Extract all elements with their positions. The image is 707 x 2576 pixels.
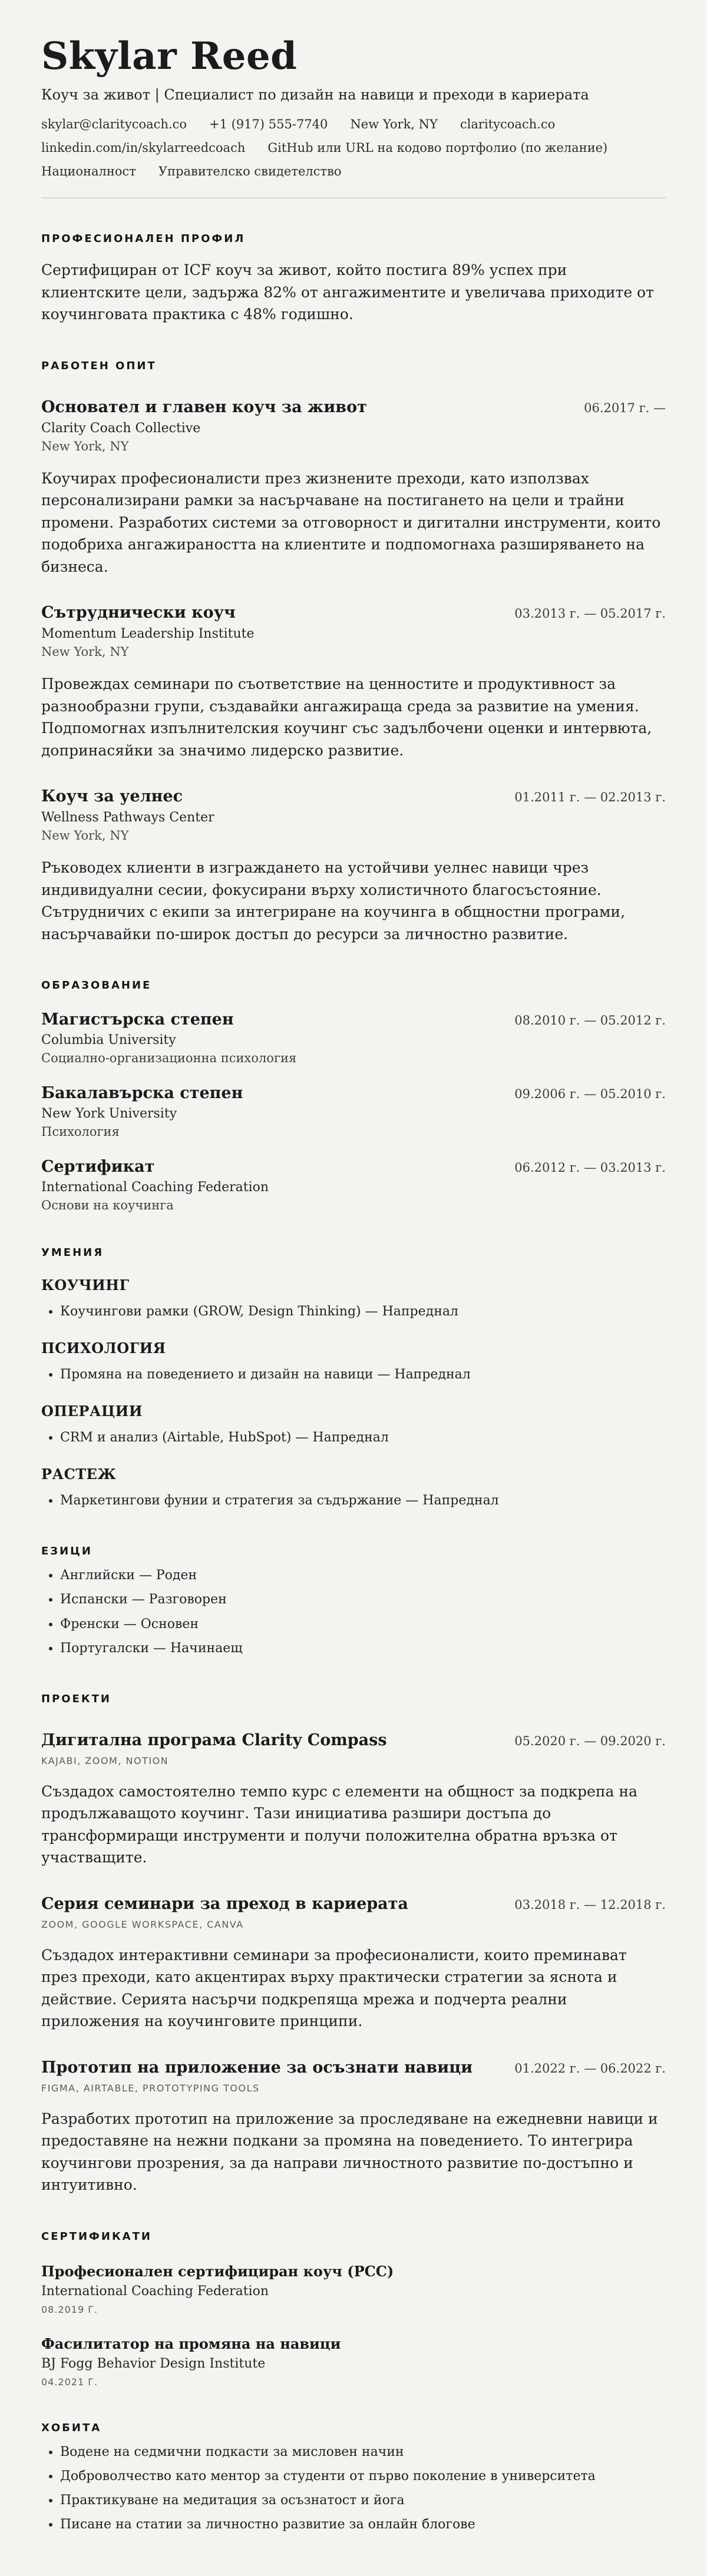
candidate-tagline: Коуч за живот | Специалист по дизайн на навици и преходи в кариерата xyxy=(41,87,589,103)
section-heading-hobbies: ХОБИТА xyxy=(41,2421,102,2434)
hobby-item: • Практикуване на медитация за осъзнатост и йога xyxy=(60,2491,666,2511)
section-skills xyxy=(41,1246,666,1511)
skill-group xyxy=(41,1277,666,1322)
skill-item: • Маркетингови фунии и стратегия за съдържание — Напреднал xyxy=(60,1491,666,1511)
section-projects xyxy=(41,1693,666,2196)
certification-item xyxy=(41,2335,666,2388)
section-heading-certifications: СЕРТИФИКАТИ xyxy=(41,2230,152,2243)
experience-item-header xyxy=(41,604,666,622)
job-company: Momentum Leadership Institute xyxy=(41,626,255,641)
degree-title: Бакалавърска степен xyxy=(41,1084,243,1102)
project-title: Дигитална програма Clarity Compass xyxy=(41,1730,387,1749)
certification-item xyxy=(41,2263,666,2315)
project-description: Създадох интерактивни семинари за професионалисти, които преминават през преходи, като акцентирах върху практически стратегии за яснота и действие. Серията насърчи подкрепяща мрежа и подчерта реални приложения на коучинговите принципи. xyxy=(41,1946,627,2030)
skill-group xyxy=(41,1466,666,1511)
skill-item: • Коучингови рамки (GROW, Design Thinking) — Напреднал xyxy=(60,1302,666,1322)
contact-row-primary xyxy=(41,117,666,131)
skill-list xyxy=(41,1428,666,1448)
job-location: New York, NY xyxy=(41,439,129,453)
section-heading-experience: РАБОТЕН ОПИТ xyxy=(41,359,157,372)
project-tools: KAJABI, ZOOM, NOTION xyxy=(41,1755,169,1766)
section-experience xyxy=(41,360,666,946)
skill-category: ОПЕРАЦИИ xyxy=(41,1403,143,1420)
section-heading-profile: ПРОФЕСИОНАЛЕН ПРОФИЛ xyxy=(41,233,246,245)
job-dates: 06.2017 г. — xyxy=(584,400,666,415)
skill-group xyxy=(41,1403,666,1448)
job-dates: 01.2011 г. — 02.2013 г. xyxy=(514,790,666,804)
contact-linkedin: linkedin.com/in/skylarreedcoach xyxy=(41,141,246,155)
job-title: Сътруднически коуч xyxy=(41,604,236,622)
project-title: Прототип на приложение за осъзнати навици xyxy=(41,2058,473,2077)
education-item xyxy=(41,1010,666,1065)
language-item: • Испански — Разговорен xyxy=(60,1590,666,1610)
education-item xyxy=(41,1158,666,1212)
job-location: New York, NY xyxy=(41,645,129,659)
education-school: New York University xyxy=(41,1106,177,1121)
experience-item xyxy=(41,787,666,945)
skill-list xyxy=(41,1302,666,1322)
education-item xyxy=(41,1084,666,1139)
contact-portfolio-placeholder: GitHub или URL на кодово портфолио (по желание) xyxy=(267,141,608,155)
profile-summary: Сертифициран от ICF коуч за живот, който постига 89% успех при клиентските цели, задържа 82% от ангажиментите и увеличава приходите от коучинговата практика с 48% годишно. xyxy=(41,261,654,323)
header-divider xyxy=(41,197,666,198)
resume-header xyxy=(41,34,666,198)
certification-issuer: International Coaching Federation xyxy=(41,2283,269,2299)
education-item-header xyxy=(41,1158,666,1176)
skill-category: ПСИХОЛОГИЯ xyxy=(41,1340,166,1357)
skill-list xyxy=(41,1365,666,1385)
project-item xyxy=(41,2058,666,2196)
section-languages xyxy=(41,1545,666,1658)
education-item-header xyxy=(41,1010,666,1029)
contact-location: New York, NY xyxy=(350,117,438,131)
degree-title: Магистърска степен xyxy=(41,1010,234,1029)
project-dates: 05.2020 г. — 09.2020 г. xyxy=(514,1733,666,1748)
project-item-header xyxy=(41,2058,666,2077)
project-title: Серия семинари за преход в кариерата xyxy=(41,1894,408,1913)
section-hobbies xyxy=(41,2422,666,2535)
project-item xyxy=(41,1895,666,2033)
language-item: • Френски — Основен xyxy=(60,1614,666,1635)
project-tools: FIGMA, AIRTABLE, PROTOTYPING TOOLS xyxy=(41,2082,260,2094)
job-location: New York, NY xyxy=(41,828,129,843)
job-description: Ръководех клиенти в изграждането на устойчиви уелнес навици чрез индивидуални сесии, фокусирани върху холистичното благосъстояние. Сътрудничих с екипи за интегриране на коучинга в общностни програми, насърчавайки по-широк достъп до ресурси за личностно развитие. xyxy=(41,859,626,943)
section-heading-skills: УМЕНИЯ xyxy=(41,1246,104,1259)
section-profile xyxy=(41,233,666,326)
project-tools: ZOOM, GOOGLE WORKSPACE, CANVA xyxy=(41,1918,244,1930)
certification-date: 04.2021 Г. xyxy=(41,2376,98,2388)
skill-category: РАСТЕЖ xyxy=(41,1466,117,1483)
experience-item-header xyxy=(41,787,666,805)
section-heading-education: ОБРАЗОВАНИЕ xyxy=(41,979,152,992)
job-description: Провеждах семинари по съответствие на ценностите и продуктивност за разнообразни групи, създавайки ангажираща среда за развитие на умения. Подпомогнах изпълнителския коучинг със задълбочени оценки и интервюта, допринасяйки за значимо лидерско развитие. xyxy=(41,675,652,759)
section-education xyxy=(41,979,666,1212)
experience-item xyxy=(41,604,666,761)
hobby-item: • Доброволчество като ментор за студенти от първо поколение в университета xyxy=(60,2466,666,2487)
contact-driving-license: Управителско свидетелство xyxy=(158,164,342,178)
certification-date: 08.2019 Г. xyxy=(41,2303,98,2315)
hobby-list xyxy=(41,2442,666,2535)
contact-phone: +1 (917) 555-7740 xyxy=(209,117,328,131)
project-item-header xyxy=(41,1895,666,1913)
language-item: • Португалски — Начинаещ xyxy=(60,1639,666,1659)
project-dates: 01.2022 г. — 06.2022 г. xyxy=(514,2061,666,2076)
contact-row-secondary xyxy=(41,141,666,155)
job-company: Wellness Pathways Center xyxy=(41,810,214,825)
section-certifications xyxy=(41,2230,666,2388)
project-item-header xyxy=(41,1731,666,1749)
job-description: Коучирах професионалисти през жизнените преходи, като използвах персонализирани рамки за насърчаване на постигането на цели и трайни промени. Разработих системи за отговорност и дигитални инструменти, които подобриха ангажираността на клиентите и подпомогнаха разширяването на бизнеса. xyxy=(41,469,661,575)
job-title: Основател и главен коуч за живот xyxy=(41,397,367,416)
job-company: Clarity Coach Collective xyxy=(41,420,201,436)
education-school: Columbia University xyxy=(41,1033,176,1047)
job-title: Коуч за уелнес xyxy=(41,787,183,805)
certification-issuer: BJ Fogg Behavior Design Institute xyxy=(41,2356,266,2371)
section-heading-languages: ЕЗИЦИ xyxy=(41,1545,92,1558)
contact-website: claritycoach.co xyxy=(460,117,556,131)
skill-category: КОУЧИНГ xyxy=(41,1277,130,1294)
skill-item: • CRM и анализ (Airtable, HubSpot) — Напреднал xyxy=(60,1428,666,1448)
experience-item xyxy=(41,398,666,578)
project-description: Създадох самостоятелно темпо курс с елементи на общност за подкрепа на продължаващото коучинг. Тази инициатива разшири достъпа до трансформиращи инструменти и получи положителна обратна връзка от участващите. xyxy=(41,1782,637,1866)
education-field: Социално-организационна психология xyxy=(41,1051,297,1065)
contact-row-tertiary xyxy=(41,164,666,178)
job-dates: 03.2013 г. — 05.2017 г. xyxy=(514,606,666,621)
education-dates: 06.2012 г. — 03.2013 г. xyxy=(514,1161,666,1175)
education-item-header xyxy=(41,1084,666,1102)
project-description: Разработих прототип на приложение за проследяване на ежедневни навици и предоставяне на нежни подкани за промяна на поведението. То интегрира коучингови прозрения, за да направи личностното развитие по-достъпно и интуитивно. xyxy=(41,2110,658,2194)
education-dates: 09.2006 г. — 05.2010 г. xyxy=(514,1087,666,1101)
skill-list xyxy=(41,1491,666,1511)
education-field: Основи на коучинга xyxy=(41,1198,174,1212)
project-item xyxy=(41,1731,666,1869)
skill-item: • Промяна на поведението и дизайн на навици — Напреднал xyxy=(60,1365,666,1385)
hobby-item: • Писане на статии за личностно развитие за онлайн блогове xyxy=(60,2515,666,2535)
education-dates: 08.2010 г. — 05.2012 г. xyxy=(514,1013,666,1027)
hobby-item: • Водене на седмични подкасти за мисловен начин xyxy=(60,2442,666,2462)
experience-item-header xyxy=(41,398,666,416)
candidate-name: Skylar Reed xyxy=(41,34,298,78)
degree-title: Сертификат xyxy=(41,1158,155,1176)
language-item: • Английски — Роден xyxy=(60,1566,666,1586)
skill-group xyxy=(41,1340,666,1385)
project-dates: 03.2018 г. — 12.2018 г. xyxy=(514,1897,666,1912)
language-list xyxy=(41,1566,666,1658)
contact-email: skylar@claritycoach.co xyxy=(41,117,187,131)
contact-nationality: Националност xyxy=(41,164,136,178)
certification-title: Фасилитатор на промяна на навици xyxy=(41,2335,341,2352)
certification-title: Професионален сертифициран коуч (PCC) xyxy=(41,2262,394,2280)
section-heading-projects: ПРОЕКТИ xyxy=(41,1692,111,1705)
education-school: International Coaching Federation xyxy=(41,1180,269,1195)
education-field: Психология xyxy=(41,1125,120,1139)
